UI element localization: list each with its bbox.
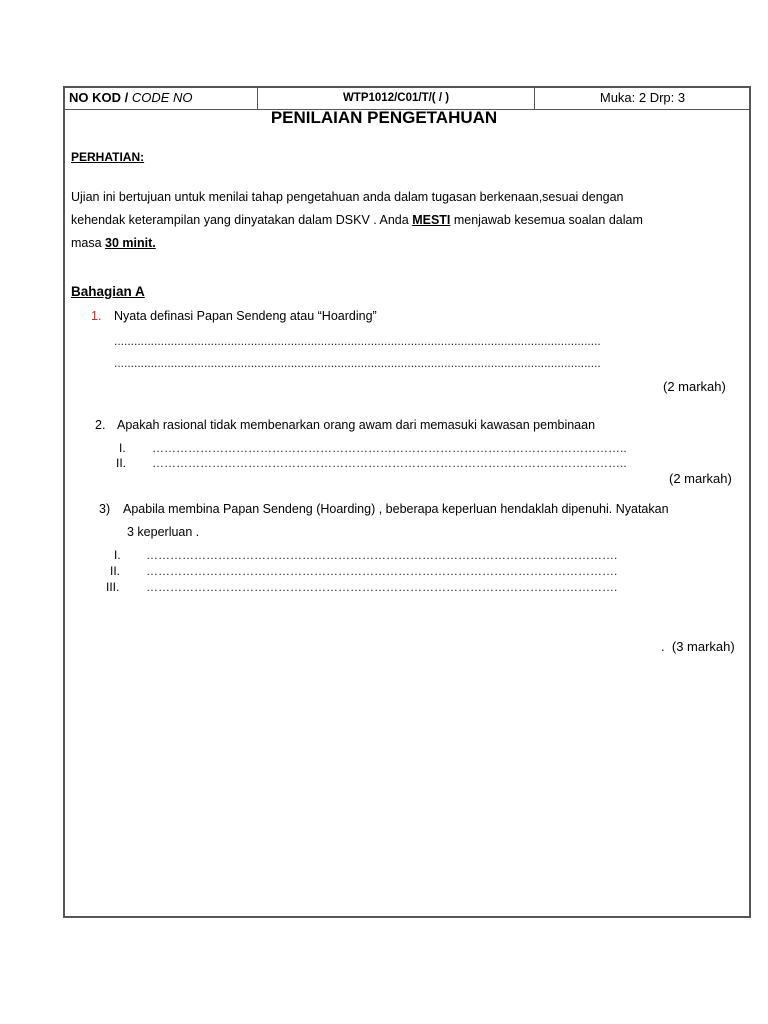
q1-answer-line-1: .................................................................................................................................................. bbox=[114, 334, 601, 348]
q3-item-roman: I. bbox=[114, 548, 121, 562]
q3-number: 3) bbox=[99, 502, 111, 516]
q3-text-line-2: 3 keperluan . bbox=[127, 525, 200, 539]
q3-item-roman: II. bbox=[110, 564, 121, 578]
q2-answer-line: ……………………………………………………………………………………………………….. bbox=[152, 441, 627, 455]
q2-marks: (2 markah) bbox=[669, 471, 732, 486]
q2-answer-line: ……………………………………………………………………………………………………….. bbox=[152, 456, 627, 470]
notice-heading: PERHATIAN: bbox=[71, 150, 145, 164]
notice-emphasis-mesti: MESTI bbox=[412, 213, 451, 227]
page-title: PENILAIAN PENGETAHUAN bbox=[270, 108, 498, 127]
q3-answer-line: ………………………………………………………………………………………………………. bbox=[146, 548, 618, 562]
q2-item-roman: II. bbox=[116, 456, 127, 470]
q3-marks: . (3 markah) bbox=[661, 639, 735, 654]
notice-emphasis-time: 30 minit. bbox=[105, 236, 156, 250]
page-info: Muka: 2 Drp: 3 bbox=[599, 90, 686, 105]
code-label: NO KOD / CODE NO bbox=[69, 90, 193, 105]
document-header bbox=[65, 88, 749, 110]
q1-marks: (2 markah) bbox=[663, 379, 726, 394]
q3-answer-line: ………………………………………………………………………………………………………. bbox=[146, 564, 618, 578]
q1-number: 1. bbox=[91, 309, 102, 323]
section-heading: Bahagian A bbox=[71, 284, 145, 299]
q3-answer-line: ………………………………………………………………………………………………………. bbox=[146, 580, 618, 594]
q2-item-roman: I. bbox=[119, 441, 126, 455]
q1-answer-line-2: .................................................................................................................................................. bbox=[114, 356, 601, 370]
code-value: WTP1012/C01/T/( / ) bbox=[257, 88, 535, 109]
notice-line-3: masa 30 minit. bbox=[71, 236, 156, 250]
q3-item-roman: III. bbox=[106, 580, 120, 594]
q2-number: 2. bbox=[95, 418, 106, 432]
q1-text: Nyata definasi Papan Sendeng atau “Hoarding” bbox=[114, 309, 377, 323]
q2-text: Apakah rasional tidak membenarkan orang awam dari memasuki kawasan pembinaan bbox=[117, 418, 596, 432]
notice-line-2: kehendak keterampilan yang dinyatakan dalam DSKV . Anda MESTI menjawab kesemua soalan dalam bbox=[71, 213, 643, 227]
q3-text-line-1: Apabila membina Papan Sendeng (Hoarding) , beberapa keperluan hendaklah dipenuhi. Nyatakan bbox=[123, 502, 669, 516]
notice-line-1: Ujian ini bertujuan untuk menilai tahap pengetahuan anda dalam tugasan berkenaan,sesuai dengan bbox=[71, 190, 624, 204]
